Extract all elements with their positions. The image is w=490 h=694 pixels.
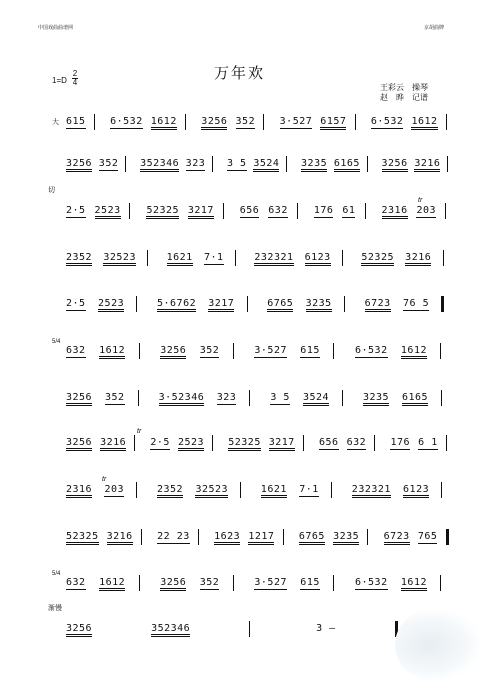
note-group: 76 5 bbox=[403, 298, 430, 309]
barline bbox=[331, 482, 332, 498]
row-marking: 切 bbox=[48, 187, 55, 194]
barline bbox=[297, 203, 298, 219]
category-header-label: 京胡曲牌 bbox=[424, 25, 445, 31]
note-group: 323 bbox=[216, 392, 237, 403]
note-group: 3217 bbox=[269, 437, 295, 451]
barline bbox=[233, 343, 234, 359]
row-marking: 渐慢 bbox=[48, 605, 62, 612]
barline bbox=[445, 203, 446, 219]
note-group: 2352 bbox=[157, 484, 183, 498]
barline bbox=[446, 435, 447, 451]
note-group: 32523 bbox=[195, 484, 228, 498]
note-group: 352 bbox=[199, 577, 220, 588]
note-group: 22 23 bbox=[157, 531, 190, 542]
note-group: 1612 bbox=[99, 577, 125, 591]
barline bbox=[139, 575, 140, 591]
barline bbox=[136, 482, 137, 498]
barline bbox=[249, 390, 250, 406]
note-group: 6123 bbox=[305, 252, 331, 266]
note-group: 3·527 bbox=[254, 345, 287, 356]
score-title: 万年欢 bbox=[214, 64, 266, 82]
note-group: 1612 bbox=[401, 345, 427, 359]
barline bbox=[441, 390, 442, 406]
notation-row bbox=[52, 392, 462, 414]
barline bbox=[440, 575, 441, 591]
barline bbox=[233, 575, 234, 591]
note-group: 3 5 bbox=[270, 392, 290, 403]
row-marking: 大 bbox=[52, 119, 59, 126]
note-group: 6157 bbox=[320, 116, 346, 130]
note-group: 6165 bbox=[402, 392, 428, 406]
trill-marking: tr bbox=[137, 428, 142, 435]
time-signature-bottom: 4 bbox=[72, 78, 78, 87]
note-group: 1217 bbox=[248, 531, 274, 545]
site-header-label: 中国戏曲曲谱网 bbox=[38, 25, 74, 31]
note-group: 3256 bbox=[66, 623, 92, 637]
note-group: 3·52346 bbox=[159, 392, 205, 406]
note-group: 52325 bbox=[228, 437, 261, 451]
note-group: 632 bbox=[66, 577, 86, 588]
note-group: 615 bbox=[300, 345, 320, 356]
barline bbox=[283, 529, 284, 545]
notation-row bbox=[52, 116, 462, 138]
note-group: 2·5 bbox=[150, 437, 170, 448]
note-group: 2352 bbox=[66, 252, 92, 266]
barline bbox=[212, 156, 213, 172]
barline bbox=[344, 296, 345, 312]
note-group: 352346 bbox=[151, 623, 190, 637]
note-group: 232321 bbox=[352, 484, 391, 498]
note-group: 3256 bbox=[160, 577, 186, 591]
barline bbox=[342, 250, 343, 266]
note-group: 2316 bbox=[66, 484, 92, 498]
note-group: 5·6762 bbox=[157, 298, 196, 312]
note-group: 6·532 bbox=[355, 577, 388, 588]
note-group: 632 bbox=[66, 345, 86, 356]
barline bbox=[247, 296, 248, 312]
note-group: 352 bbox=[104, 392, 125, 403]
note-group: 2523 bbox=[178, 437, 204, 451]
note-group: 3524 bbox=[303, 392, 329, 406]
note-group: 203 bbox=[104, 484, 124, 495]
note-group: 765 bbox=[417, 531, 438, 542]
barline bbox=[440, 343, 441, 359]
trill-marking: tr bbox=[102, 476, 107, 483]
repeat-barline bbox=[446, 529, 449, 545]
note-group: 6·532 bbox=[110, 116, 143, 127]
note-group: 7·1 bbox=[299, 484, 319, 495]
credit-transcriber: 赵 晔 记谱 bbox=[380, 93, 428, 102]
notation-row bbox=[52, 339, 462, 367]
notation-row bbox=[52, 531, 462, 553]
decorative-watermark-image bbox=[395, 610, 480, 680]
row-marking: 5/4 bbox=[52, 571, 61, 577]
note-group: 2·5 bbox=[66, 205, 86, 216]
barline bbox=[263, 114, 264, 130]
notation-row bbox=[52, 437, 462, 459]
barline bbox=[365, 203, 366, 219]
note-group: 32523 bbox=[103, 252, 136, 266]
barline bbox=[129, 203, 130, 219]
barline bbox=[286, 156, 287, 172]
barline bbox=[447, 156, 448, 172]
barline bbox=[139, 343, 140, 359]
note-group: 3·527 bbox=[279, 116, 313, 127]
note-group: 3235 bbox=[306, 298, 332, 312]
note-group: 1612 bbox=[411, 116, 437, 130]
note-group: 3216 bbox=[100, 437, 126, 451]
trill-marking: tr bbox=[418, 197, 423, 204]
note-group: 3217 bbox=[208, 298, 234, 312]
note-group: 6 1 bbox=[418, 437, 438, 448]
note-group: 632 bbox=[268, 205, 288, 216]
note-group: 2·5 bbox=[66, 298, 86, 309]
barline bbox=[94, 114, 95, 130]
note-group: 3217 bbox=[188, 205, 214, 219]
note-group: 176 bbox=[390, 437, 411, 448]
note-group: 61 bbox=[342, 205, 356, 216]
barline bbox=[212, 435, 213, 451]
note-group: 1623 bbox=[214, 531, 240, 545]
note-group: 3216 bbox=[414, 158, 440, 172]
barline bbox=[367, 156, 368, 172]
note-group: 1621 bbox=[167, 252, 193, 266]
note-group: 6723 bbox=[365, 298, 391, 312]
barline bbox=[374, 435, 375, 451]
note-group: 2523 bbox=[98, 298, 124, 312]
note-group: 352 bbox=[98, 158, 119, 169]
note-group: 6·532 bbox=[370, 116, 404, 127]
note-group: 1612 bbox=[401, 577, 427, 591]
barline bbox=[333, 575, 334, 591]
note-group: 6765 bbox=[299, 531, 325, 545]
barline bbox=[355, 114, 356, 130]
note-group: 3524 bbox=[253, 158, 279, 172]
note-group: 656 bbox=[239, 205, 260, 216]
notation-row bbox=[52, 158, 462, 180]
note-group: 2316 bbox=[382, 205, 408, 219]
note-group: 6723 bbox=[384, 531, 410, 545]
note-group: 3216 bbox=[107, 531, 133, 545]
note-group: 6123 bbox=[403, 484, 429, 498]
note-group: 3256 bbox=[201, 116, 227, 130]
note-group: 3256 bbox=[160, 345, 186, 359]
note-group: 615 bbox=[66, 116, 86, 127]
note-group: 615 bbox=[300, 577, 320, 588]
notation-row bbox=[52, 571, 462, 599]
note-group: 3235 bbox=[301, 158, 327, 172]
time-signature-top: 2 bbox=[72, 69, 78, 78]
barline bbox=[443, 250, 444, 266]
note-group: 52325 bbox=[361, 252, 394, 266]
credit-performer: 王彩云 操琴 bbox=[380, 83, 428, 92]
note-group: 52325 bbox=[146, 205, 179, 219]
key-signature: 1=D bbox=[52, 76, 67, 85]
barline bbox=[138, 390, 139, 406]
barline bbox=[136, 296, 137, 312]
notation-row bbox=[52, 484, 462, 506]
note-group: 352346 bbox=[140, 158, 179, 172]
barline bbox=[125, 156, 126, 172]
repeat-barline bbox=[441, 296, 444, 312]
note-group: 3216 bbox=[405, 252, 431, 266]
note-group: 3256 bbox=[66, 392, 92, 406]
note-group: 2523 bbox=[95, 205, 121, 219]
row-marking: 5/4 bbox=[52, 339, 61, 345]
time-signature bbox=[72, 70, 78, 87]
note-group: 3256 bbox=[382, 158, 408, 172]
note-group: 632 bbox=[346, 437, 367, 448]
note-group: 3·527 bbox=[254, 577, 287, 588]
barline bbox=[333, 343, 334, 359]
notation-row bbox=[52, 252, 462, 274]
barline bbox=[134, 435, 135, 451]
barline bbox=[235, 250, 236, 266]
barline bbox=[441, 482, 442, 498]
barline bbox=[147, 250, 148, 266]
barline bbox=[249, 621, 250, 637]
barline bbox=[303, 435, 304, 451]
barline bbox=[342, 390, 343, 406]
note-group: 6165 bbox=[334, 158, 360, 172]
barline bbox=[198, 529, 199, 545]
note-group: 7·1 bbox=[203, 252, 224, 263]
note-group: 3256 bbox=[66, 158, 92, 172]
notation-row bbox=[52, 298, 462, 320]
barline bbox=[185, 114, 186, 130]
note-group: 3235 bbox=[333, 531, 359, 545]
note-group: 6·532 bbox=[355, 345, 388, 356]
note-group: 1612 bbox=[151, 116, 177, 130]
note-group: 1621 bbox=[261, 484, 287, 498]
note-group: 6765 bbox=[267, 298, 293, 312]
barline bbox=[446, 114, 447, 130]
barline bbox=[223, 203, 224, 219]
note-group: 3 5 bbox=[226, 158, 247, 169]
barline bbox=[141, 529, 142, 545]
note-group: 176 bbox=[313, 205, 334, 216]
note-group: 656 bbox=[318, 437, 339, 448]
note-group: 352 bbox=[235, 116, 256, 127]
note-group: 3 – bbox=[316, 623, 336, 634]
note-group: 52325 bbox=[66, 531, 99, 545]
note-group: 1612 bbox=[99, 345, 125, 359]
note-group: 3256 bbox=[66, 437, 92, 451]
note-group: 323 bbox=[185, 158, 206, 169]
barline bbox=[240, 482, 241, 498]
barline bbox=[367, 529, 368, 545]
note-group: 203 bbox=[416, 205, 437, 216]
note-group: 352 bbox=[199, 345, 220, 356]
note-group: 232321 bbox=[254, 252, 293, 266]
note-group: 3235 bbox=[363, 392, 389, 406]
